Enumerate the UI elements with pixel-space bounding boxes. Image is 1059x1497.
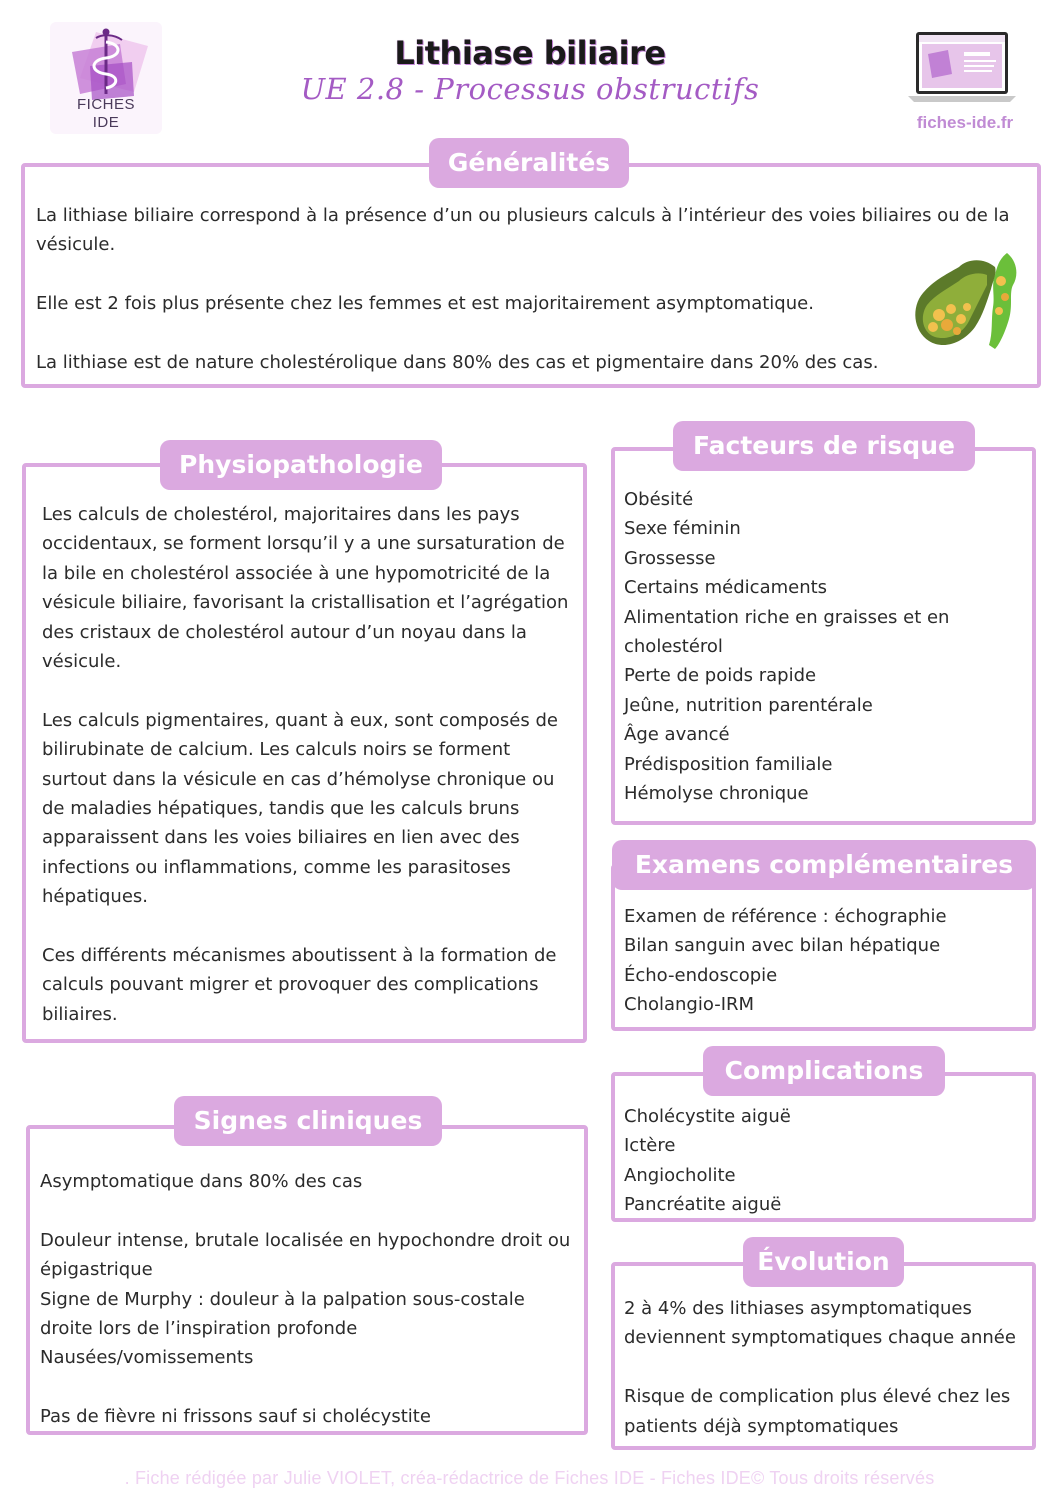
signe-paragraph: Nausées/vomissements	[40, 1347, 254, 1369]
facteur-item: Hémolyse chronique	[624, 783, 809, 805]
physiopathologie-paragraph-2: Les calculs pigmentaires, quant à eux, sont composés de bilirubinate de calcium. Les calculs noirs se forment surtout dans la vésicule en cas d’hémolyse chronique ou de maladies hépatiques, tandis que les calculs bruns apparaissent dans les voies biliaires en lien avec des infections ou inflammations, comme les parasitoses hépatiques.	[42, 709, 558, 908]
signe-paragraph: Asymptomatique dans 80% des cas	[40, 1171, 363, 1192]
signes-title: Signes cliniques	[174, 1096, 442, 1146]
signe-paragraph: Pas de fièvre ni frissons sauf si cholécystite	[40, 1406, 431, 1428]
facteur-item: Prédisposition familiale	[624, 753, 833, 775]
examen-item: Cholangio-IRM	[624, 994, 755, 1016]
physiopathologie-paragraph-3: Ces différents mécanismes aboutissent à la formation de calculs pouvant migrer et provoquer des complications biliaires.	[42, 945, 557, 1025]
examens-list	[624, 902, 1029, 1020]
evolution-paragraph-1: 2 à 4% des lithiases asymptomatiques deviennent symptomatiques chaque année	[624, 1298, 1016, 1349]
complication-item: Angiocholite	[624, 1164, 736, 1186]
generalites-paragraph-3: La lithiase est de nature cholestérolique dans 80% des cas et pigmentaire dans 20% des cas.	[36, 352, 879, 373]
signes-body	[40, 1167, 580, 1432]
facteur-item: Alimentation riche en graisses et en cholestérol	[624, 606, 950, 658]
fiches-ide-logo	[50, 22, 162, 134]
page-title: Lithiase biliaire	[394, 34, 666, 72]
facteur-item: Âge avancé	[624, 724, 730, 746]
physiopathologie-title: Physiopathologie	[160, 440, 442, 490]
page-subtitle: UE 2.8 - Processus obstructifs	[300, 72, 760, 106]
laptop-preview-image	[908, 30, 1016, 104]
physiopathologie-body	[42, 500, 577, 1029]
facteur-item: Grossesse	[624, 547, 716, 569]
facteur-item: Certains médicaments	[624, 577, 828, 599]
examen-item: Écho-endoscopie	[624, 964, 778, 986]
complication-item: Pancréatite aiguë	[624, 1194, 782, 1216]
complications-list	[624, 1102, 1029, 1220]
section-facteurs-de-risque	[611, 447, 1036, 825]
examens-title: Examens complémentaires	[612, 840, 1036, 890]
physiopathologie-paragraph-1: Les calculs de cholestérol, majoritaires dans les pays occidentaux, se forment lorsqu’il y a une sursaturation de la bile en cholestérol associée à une hypomotricité de la vésicule biliaire, favorisant la cristallisation et l’agrégation des cristaux de cholestérol autour d’un noyau dans la vésicule.	[42, 504, 569, 673]
logo-text-fiches: FICHES	[76, 96, 135, 113]
gallbladder-illustration-icon	[909, 245, 1025, 355]
facteurs-title: Facteurs de risque	[673, 421, 975, 471]
examen-item: Examen de référence : échographie	[624, 906, 947, 927]
complications-title: Complications	[703, 1046, 945, 1096]
section-physiopathologie	[22, 463, 587, 1043]
facteurs-list	[624, 485, 1029, 808]
section-generalites	[21, 163, 1041, 388]
generalites-paragraph-1: La lithiase biliaire correspond à la présence d’un ou plusieurs calculs à l’intérieur des voies biliaires ou de la vésicule.	[36, 205, 1010, 256]
site-link[interactable]: fiches-ide.fr	[916, 113, 1014, 132]
evolution-paragraph-2: Risque de complication plus élevé chez les patients déjà symptomatiques	[624, 1386, 1011, 1437]
logo-text-ide: IDE	[92, 114, 120, 131]
evolution-body	[624, 1294, 1029, 1441]
signe-paragraph: Signe de Murphy : douleur à la palpation sous-costale droite lors de l’inspiration profonde	[40, 1288, 525, 1340]
evolution-title: Évolution	[743, 1237, 904, 1287]
footer-copyright: . Fiche rédigée par Julie VIOLET, créa-rédactrice de Fiches IDE - Fiches IDE© Tous droits réservés	[124, 1468, 935, 1488]
laptop-icon	[908, 30, 1016, 104]
facteur-item: Jeûne, nutrition parentérale	[624, 694, 873, 716]
section-signes-cliniques	[26, 1125, 588, 1435]
generalites-title: Généralités	[429, 138, 629, 188]
complication-item: Ictère	[624, 1135, 676, 1157]
section-evolution	[611, 1262, 1036, 1450]
facteur-item: Perte de poids rapide	[624, 665, 817, 687]
facteur-item: Sexe féminin	[624, 518, 741, 540]
examen-item: Bilan sanguin avec bilan hépatique	[624, 935, 941, 957]
generalites-body	[36, 201, 1026, 377]
generalites-paragraph-2: Elle est 2 fois plus présente chez les femmes et est majoritairement asymptomatique.	[36, 293, 814, 315]
signe-paragraph: Douleur intense, brutale localisée en hypochondre droit ou épigastrique	[40, 1229, 571, 1281]
facteur-item: Obésité	[624, 489, 694, 510]
complication-item: Cholécystite aiguë	[624, 1106, 791, 1127]
